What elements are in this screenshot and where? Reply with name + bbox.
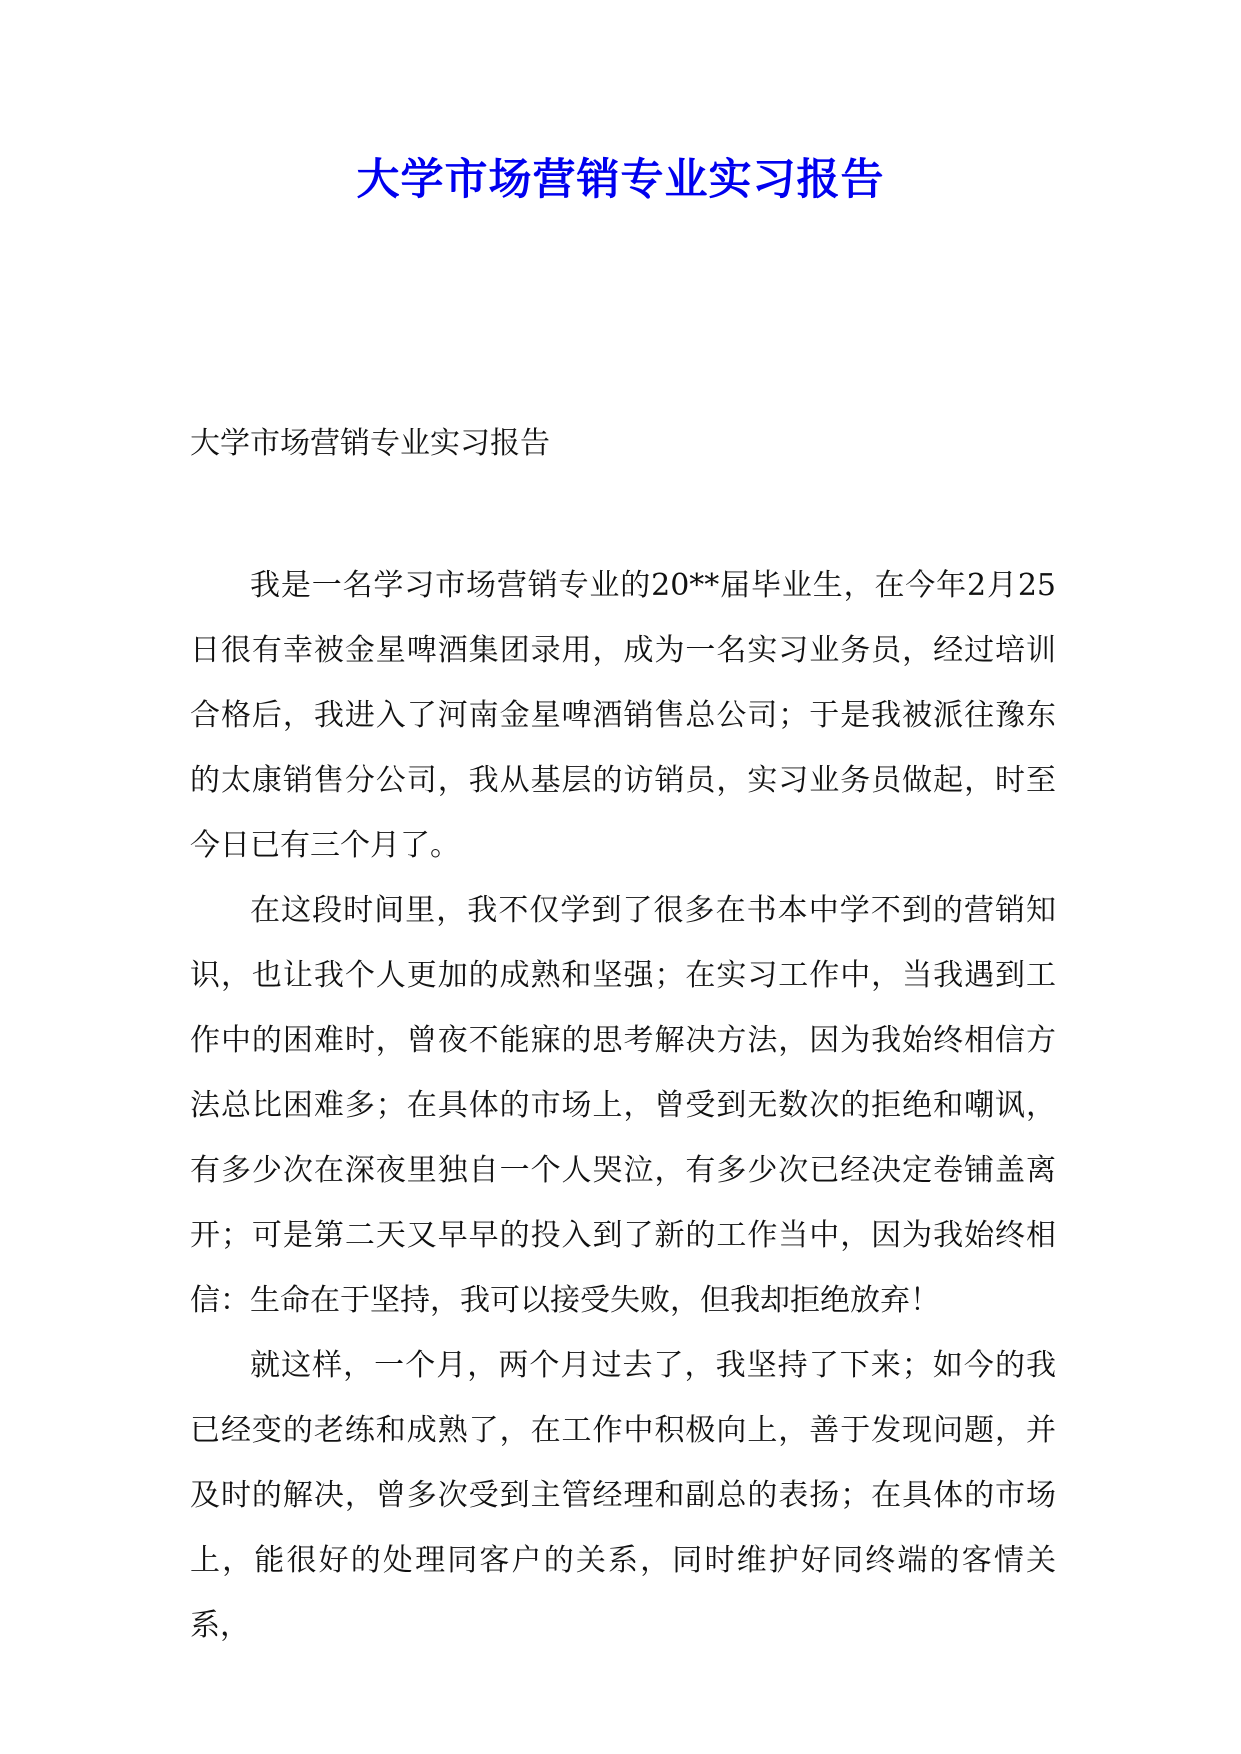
paragraph-3: 就这样，一个月，两个月过去了，我坚持了下来；如今的我已经变的老练和成熟了，在工作中积极向上，善于发现问题，并及时的解决，曾多次受到主管经理和副总的表扬；在具体的市场上，能很好的处理同客户的关系，同时维护好同终端的客情关系， — [190, 1348, 1056, 1643]
page-title: 大学市场营销专业实习报告 — [356, 155, 885, 205]
document-subtitle: 大学市场营销专业实习报告 — [190, 426, 550, 461]
paragraph-1: 我是一名学习市场营销专业的20**届毕业生，在今年2月25日很有幸被金星啤酒集团录用，成为一名实习业务员，经过培训合格后，我进入了河南金星啤酒销售总公司；于是我被派往豫东的太康销售分公司，我从基层的访销员，实习业务员做起，时至今日已有三个月了。 — [190, 568, 1056, 863]
document-body — [190, 553, 1056, 1658]
paragraph-2: 在这段时间里，我不仅学到了很多在书本中学不到的营销知识，也让我个人更加的成熟和坚强；在实习工作中，当我遇到工作中的困难时，曾夜不能寐的思考解决方法，因为我始终相信方法总比困难多；在具体的市场上，曾受到无数次的拒绝和嘲讽，有多少次在深夜里独自一个人哭泣，有多少次已经决定卷铺盖离开；可是第二天又早早的投入到了新的工作当中，因为我始终相信：生命在于坚持，我可以接受失败，但我却拒绝放弃！ — [190, 893, 1056, 1318]
